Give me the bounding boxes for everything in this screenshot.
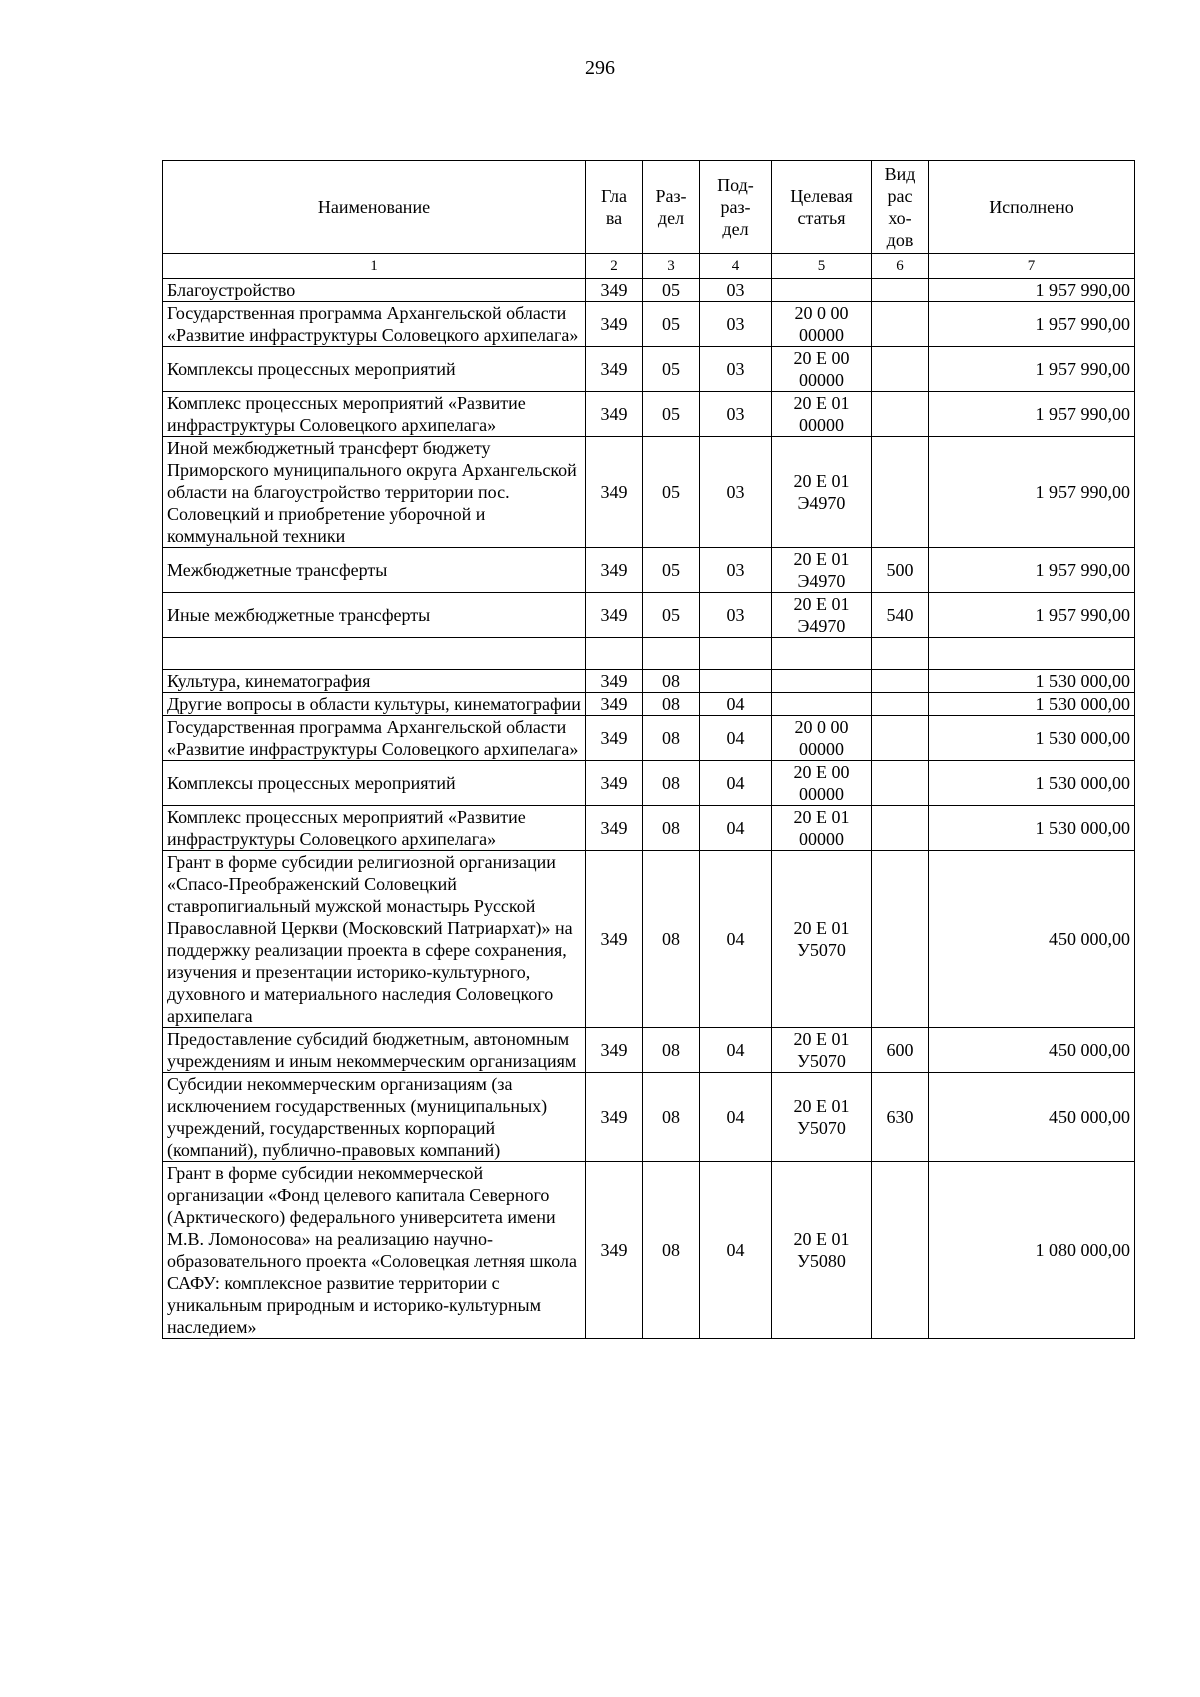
header-tselevaya: Целевая статья: [772, 161, 872, 254]
cell-podrazdel: 03: [700, 437, 772, 548]
cell-name: Грант в форме субсидии некоммерческой организации «Фонд целевого капитала Северного (Арктического) федерального университета имени М.В. Ломоносова» на реализацию научно-образовательного проекта «Соловецкая летняя школа САФУ: комплексное развитие территории с уникальным природным и историко-культурным наследием»: [163, 1162, 586, 1339]
header-row: [163, 161, 1135, 254]
cell-ispolneno: [929, 638, 1135, 670]
cell-tselevaya: 20 0 00 00000: [772, 302, 872, 347]
column-number: 7: [929, 254, 1135, 279]
cell-ispolneno: 1 530 000,00: [929, 693, 1135, 716]
cell-ispolneno: 1 957 990,00: [929, 548, 1135, 593]
cell-razdel: 08: [643, 670, 700, 693]
cell-razdel: 08: [643, 761, 700, 806]
cell-vid: [872, 1162, 929, 1339]
cell-tselevaya: 20 Е 01 Э4970: [772, 548, 872, 593]
cell-tselevaya: 20 Е 01 00000: [772, 806, 872, 851]
cell-name: Государственная программа Архангельской области «Развитие инфраструктуры Соловецкого архипелага»: [163, 302, 586, 347]
cell-vid: [872, 670, 929, 693]
cell-podrazdel: 03: [700, 392, 772, 437]
cell-ispolneno: 450 000,00: [929, 1028, 1135, 1073]
cell-ispolneno: 450 000,00: [929, 851, 1135, 1028]
header-name: Наименование: [163, 161, 586, 254]
cell-name: Иной межбюджетный трансферт бюджету Приморского муниципального округа Архангельской области на благоустройство территории пос. Соловецкий и приобретение уборочной и коммунальной техники: [163, 437, 586, 548]
cell-glava: 349: [586, 851, 643, 1028]
column-number: 4: [700, 254, 772, 279]
cell-name: Предоставление субсидий бюджетным, автономным учреждениям и иным некоммерческим организациям: [163, 1028, 586, 1073]
cell-vid: [872, 806, 929, 851]
cell-glava: 349: [586, 1162, 643, 1339]
cell-glava: 349: [586, 670, 643, 693]
header-vid: Вид рас хо- дов: [872, 161, 929, 254]
cell-podrazdel: 04: [700, 761, 772, 806]
column-number: 5: [772, 254, 872, 279]
cell-tselevaya: 20 Е 01 У5070: [772, 1028, 872, 1073]
cell-ispolneno: 1 957 990,00: [929, 302, 1135, 347]
cell-glava: 349: [586, 806, 643, 851]
cell-razdel: 05: [643, 347, 700, 392]
table-row: [163, 851, 1135, 1028]
cell-vid: [872, 302, 929, 347]
table-row: [163, 548, 1135, 593]
cell-tselevaya: 20 Е 01 У5080: [772, 1162, 872, 1339]
cell-razdel: 08: [643, 806, 700, 851]
cell-glava: 349: [586, 548, 643, 593]
cell-podrazdel: 04: [700, 851, 772, 1028]
table-row: [163, 670, 1135, 693]
cell-podrazdel: 03: [700, 347, 772, 392]
cell-razdel: 05: [643, 392, 700, 437]
table-row: [163, 806, 1135, 851]
cell-glava: 349: [586, 1073, 643, 1162]
cell-vid: [872, 437, 929, 548]
cell-glava: 349: [586, 279, 643, 302]
cell-podrazdel: 03: [700, 593, 772, 638]
cell-podrazdel: [700, 638, 772, 670]
header-glava: Гла ва: [586, 161, 643, 254]
table-row: [163, 638, 1135, 670]
column-numbers-row: [163, 254, 1135, 279]
cell-name: Грант в форме субсидии религиозной организации «Спасо-Преображенский Соловецкий ставропигиальный мужской монастырь Русской Православной Церкви (Московский Патриархат)» на поддержку реализации проекта в сфере сохранения, изучения и презентации историко-культурного, духовного и материального наследия Соловецкого архипелага: [163, 851, 586, 1028]
cell-name: Комплекс процессных мероприятий «Развитие инфраструктуры Соловецкого архипелага»: [163, 392, 586, 437]
cell-ispolneno: 1 530 000,00: [929, 761, 1135, 806]
cell-podrazdel: 03: [700, 279, 772, 302]
table-row: [163, 279, 1135, 302]
cell-glava: 349: [586, 392, 643, 437]
cell-razdel: 08: [643, 1028, 700, 1073]
cell-glava: 349: [586, 437, 643, 548]
cell-ispolneno: 1 957 990,00: [929, 392, 1135, 437]
cell-vid: [872, 392, 929, 437]
cell-vid: [872, 638, 929, 670]
cell-razdel: 05: [643, 302, 700, 347]
table-row: [163, 593, 1135, 638]
cell-ispolneno: 450 000,00: [929, 1073, 1135, 1162]
table-row: [163, 716, 1135, 761]
table-row: [163, 347, 1135, 392]
cell-name: Межбюджетные трансферты: [163, 548, 586, 593]
cell-razdel: 05: [643, 279, 700, 302]
cell-tselevaya: 20 Е 01 Э4970: [772, 437, 872, 548]
cell-vid: [872, 693, 929, 716]
table-row: [163, 392, 1135, 437]
cell-glava: 349: [586, 593, 643, 638]
cell-glava: [586, 638, 643, 670]
cell-name: Комплекс процессных мероприятий «Развитие инфраструктуры Соловецкого архипелага»: [163, 806, 586, 851]
cell-glava: 349: [586, 761, 643, 806]
table-body: [163, 279, 1135, 1339]
table-row: [163, 302, 1135, 347]
table-row: [163, 693, 1135, 716]
cell-razdel: 08: [643, 1162, 700, 1339]
cell-podrazdel: 03: [700, 548, 772, 593]
column-number: 1: [163, 254, 586, 279]
table-row: [163, 1028, 1135, 1073]
page-number: 296: [585, 57, 615, 79]
cell-ispolneno: 1 957 990,00: [929, 279, 1135, 302]
column-number: 6: [872, 254, 929, 279]
cell-podrazdel: [700, 670, 772, 693]
cell-razdel: 05: [643, 548, 700, 593]
cell-ispolneno: 1 957 990,00: [929, 437, 1135, 548]
cell-vid: 540: [872, 593, 929, 638]
cell-podrazdel: 04: [700, 1162, 772, 1339]
column-number: 3: [643, 254, 700, 279]
cell-podrazdel: 04: [700, 1028, 772, 1073]
cell-glava: 349: [586, 716, 643, 761]
table-row: [163, 761, 1135, 806]
cell-ispolneno: 1 530 000,00: [929, 670, 1135, 693]
cell-tselevaya: 20 Е 00 00000: [772, 347, 872, 392]
header-ispolneno: Исполнено: [929, 161, 1135, 254]
cell-name: [163, 638, 586, 670]
cell-vid: [872, 761, 929, 806]
cell-podrazdel: 03: [700, 302, 772, 347]
cell-name: Благоустройство: [163, 279, 586, 302]
cell-glava: 349: [586, 1028, 643, 1073]
cell-name: Иные межбюджетные трансферты: [163, 593, 586, 638]
cell-tselevaya: 20 Е 01 00000: [772, 392, 872, 437]
cell-podrazdel: 04: [700, 806, 772, 851]
cell-vid: 630: [872, 1073, 929, 1162]
table-row: [163, 437, 1135, 548]
cell-podrazdel: 04: [700, 693, 772, 716]
header-razdel: Раз- дел: [643, 161, 700, 254]
cell-tselevaya: 20 0 00 00000: [772, 716, 872, 761]
cell-vid: [872, 851, 929, 1028]
table-row: [163, 1073, 1135, 1162]
cell-name: Другие вопросы в области культуры, кинематографии: [163, 693, 586, 716]
cell-razdel: [643, 638, 700, 670]
table-row: [163, 1162, 1135, 1339]
cell-vid: 600: [872, 1028, 929, 1073]
column-number: 2: [586, 254, 643, 279]
cell-vid: [872, 347, 929, 392]
cell-ispolneno: 1 530 000,00: [929, 716, 1135, 761]
cell-tselevaya: [772, 670, 872, 693]
cell-name: Комплексы процессных мероприятий: [163, 761, 586, 806]
cell-vid: [872, 279, 929, 302]
cell-vid: 500: [872, 548, 929, 593]
cell-tselevaya: 20 Е 00 00000: [772, 761, 872, 806]
cell-razdel: 08: [643, 716, 700, 761]
cell-razdel: 08: [643, 1073, 700, 1162]
cell-ispolneno: 1 530 000,00: [929, 806, 1135, 851]
cell-vid: [872, 716, 929, 761]
cell-ispolneno: 1 957 990,00: [929, 593, 1135, 638]
cell-razdel: 08: [643, 693, 700, 716]
cell-glava: 349: [586, 693, 643, 716]
cell-name: Субсидии некоммерческим организациям (за исключением государственных (муниципальных) учреждений, государственных корпораций (компаний), публично-правовых компаний): [163, 1073, 586, 1162]
cell-name: Комплексы процессных мероприятий: [163, 347, 586, 392]
cell-ispolneno: 1 957 990,00: [929, 347, 1135, 392]
cell-podrazdel: 04: [700, 1073, 772, 1162]
cell-tselevaya: [772, 638, 872, 670]
cell-name: Государственная программа Архангельской области «Развитие инфраструктуры Соловецкого архипелага»: [163, 716, 586, 761]
cell-name: Культура, кинематография: [163, 670, 586, 693]
cell-tselevaya: 20 Е 01 У5070: [772, 851, 872, 1028]
cell-razdel: 05: [643, 437, 700, 548]
budget-table: [162, 160, 1135, 1339]
cell-razdel: 08: [643, 851, 700, 1028]
cell-tselevaya: 20 Е 01 У5070: [772, 1073, 872, 1162]
cell-tselevaya: [772, 279, 872, 302]
cell-glava: 349: [586, 347, 643, 392]
header-podrazdel: Под- раз- дел: [700, 161, 772, 254]
cell-tselevaya: [772, 693, 872, 716]
cell-razdel: 05: [643, 593, 700, 638]
cell-ispolneno: 1 080 000,00: [929, 1162, 1135, 1339]
cell-tselevaya: 20 Е 01 Э4970: [772, 593, 872, 638]
cell-glava: 349: [586, 302, 643, 347]
cell-podrazdel: 04: [700, 716, 772, 761]
